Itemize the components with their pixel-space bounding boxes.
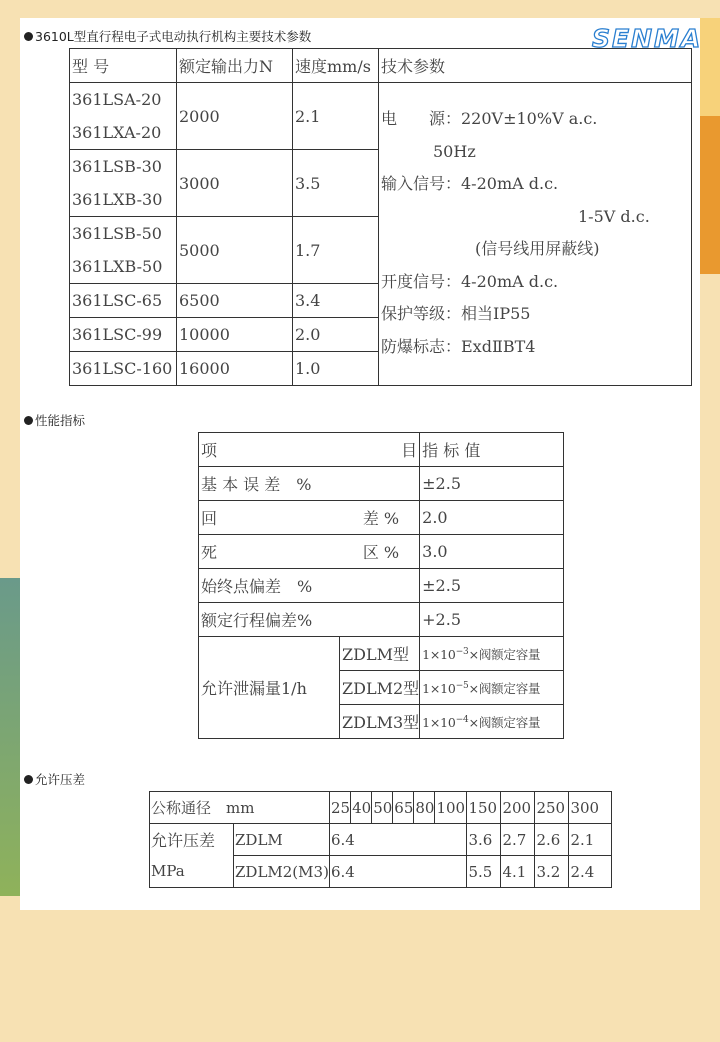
header-item: 项 目 [199, 433, 420, 467]
force-cell: 5000 [177, 217, 293, 284]
pressure-value-cell: 2.6 [535, 824, 569, 856]
table-row [199, 501, 564, 535]
pressure-value-cell: 2.1 [569, 824, 612, 856]
speed-cell: 3.5 [293, 150, 379, 217]
force-cell: 16000 [177, 352, 293, 386]
pressure-diff-table [149, 791, 612, 888]
force-cell: 6500 [177, 284, 293, 318]
diameter-cell: 40 [351, 792, 372, 824]
value-cell: ±2.5 [420, 467, 564, 501]
item-cell: 回 差 % [199, 501, 420, 535]
model-cell: 361LSC-99 [70, 318, 177, 352]
valve-type-cell: ZDLM型 [340, 637, 420, 671]
pressure-value-cell: 6.4 [330, 856, 467, 888]
accent-stripe-yellow [700, 18, 720, 116]
pressure-value-cell: 2.4 [569, 856, 612, 888]
nominal-diameter-label: 公称通径 mm [150, 792, 330, 824]
speed-cell: 2.1 [293, 83, 379, 150]
force-cell: 10000 [177, 318, 293, 352]
leakage-value-cell: $1\times 10^{-3}\times$阀额定容量 [420, 637, 564, 671]
table-row [199, 637, 564, 671]
section1-title: 3610L型直行程电子式电动执行机构主要技术参数 [24, 27, 311, 45]
header-speed: 速度mm/s [293, 49, 379, 83]
leakage-label-cell: 允许泄漏量1/h [199, 637, 340, 739]
item-cell: 死 区 % [199, 535, 420, 569]
table-row [199, 569, 564, 603]
actuator-spec-table [69, 48, 692, 386]
bullet-icon [24, 416, 33, 425]
accent-stripe-green [0, 578, 20, 896]
diameter-cell: 65 [393, 792, 414, 824]
pressure-value-cell: 5.5 [467, 856, 501, 888]
performance-table [198, 432, 564, 739]
table-row [70, 83, 692, 150]
item-cell: 始终点偏差 % [199, 569, 420, 603]
valve-type-cell: ZDLM2型 [340, 671, 420, 705]
diameter-cell: 200 [501, 792, 535, 824]
table-header-row [70, 49, 692, 83]
speed-cell: 2.0 [293, 318, 379, 352]
leakage-value-cell: $1\times 10^{-5}\times$阀额定容量 [420, 671, 564, 705]
diameter-cell: 250 [535, 792, 569, 824]
valve-type-cell: ZDLM2(M3) [234, 856, 330, 888]
bullet-icon [24, 775, 33, 784]
bullet-icon [24, 32, 33, 41]
header-model: 型 号 [70, 49, 177, 83]
header-tech: 技术参数 [379, 49, 692, 83]
item-cell: 额定行程偏差% [199, 603, 420, 637]
section3-title: 允许压差 [24, 770, 85, 788]
diameter-cell: 50 [372, 792, 393, 824]
table-row [199, 467, 564, 501]
model-cell: 361LSC-65 [70, 284, 177, 318]
diameter-cell: 150 [467, 792, 501, 824]
speed-cell: 1.0 [293, 352, 379, 386]
value-cell: +2.5 [420, 603, 564, 637]
pressure-label-cell: 允许压差 [150, 824, 234, 856]
diameter-cell: 80 [414, 792, 435, 824]
model-cell: 361LSA-20 361LXA-20 [70, 83, 177, 150]
valve-type-cell: ZDLM3型 [340, 705, 420, 739]
value-cell: 3.0 [420, 535, 564, 569]
valve-type-cell: ZDLM [234, 824, 330, 856]
model-cell: 361LSB-30 361LXB-30 [70, 150, 177, 217]
value-cell: ±2.5 [420, 569, 564, 603]
brand-logo: SENMA [592, 24, 703, 53]
table-header-row [150, 792, 612, 824]
diameter-cell: 25 [330, 792, 351, 824]
table-header-row [199, 433, 564, 467]
diameter-cell: 100 [435, 792, 467, 824]
header-value: 指 标 值 [420, 433, 564, 467]
pressure-value-cell: 4.1 [501, 856, 535, 888]
document-sheet [20, 18, 703, 910]
force-cell: 3000 [177, 150, 293, 217]
tech-params-cell: 电 源：220V±10%V a.c. 50Hz 输入信号：4-20mA d.c. 1-5V d.c. (信号线用屏蔽线) 开度信号：4-20mA d.c. 保护等级：相当IP55 防爆标志：ExdⅡBT4 [379, 83, 692, 386]
table-row [150, 824, 612, 856]
leakage-value-cell: $1\times 10^{-4}\times$阀额定容量 [420, 705, 564, 739]
speed-cell: 1.7 [293, 217, 379, 284]
table-row [199, 535, 564, 569]
table-row [150, 856, 612, 888]
pressure-value-cell: 3.6 [467, 824, 501, 856]
model-cell: 361LSB-50 361LXB-50 [70, 217, 177, 284]
pressure-unit-cell: MPa [150, 856, 234, 888]
diameter-cell: 300 [569, 792, 612, 824]
item-cell: 基 本 误 差 % [199, 467, 420, 501]
pressure-value-cell: 3.2 [535, 856, 569, 888]
value-cell: 2.0 [420, 501, 564, 535]
model-cell: 361LSC-160 [70, 352, 177, 386]
force-cell: 2000 [177, 83, 293, 150]
section2-title: 性能指标 [24, 411, 85, 429]
accent-stripe-orange [700, 116, 720, 274]
speed-cell: 3.4 [293, 284, 379, 318]
pressure-value-cell: 6.4 [330, 824, 467, 856]
table-row [199, 603, 564, 637]
header-force: 额定输出力N [177, 49, 293, 83]
pressure-value-cell: 2.7 [501, 824, 535, 856]
